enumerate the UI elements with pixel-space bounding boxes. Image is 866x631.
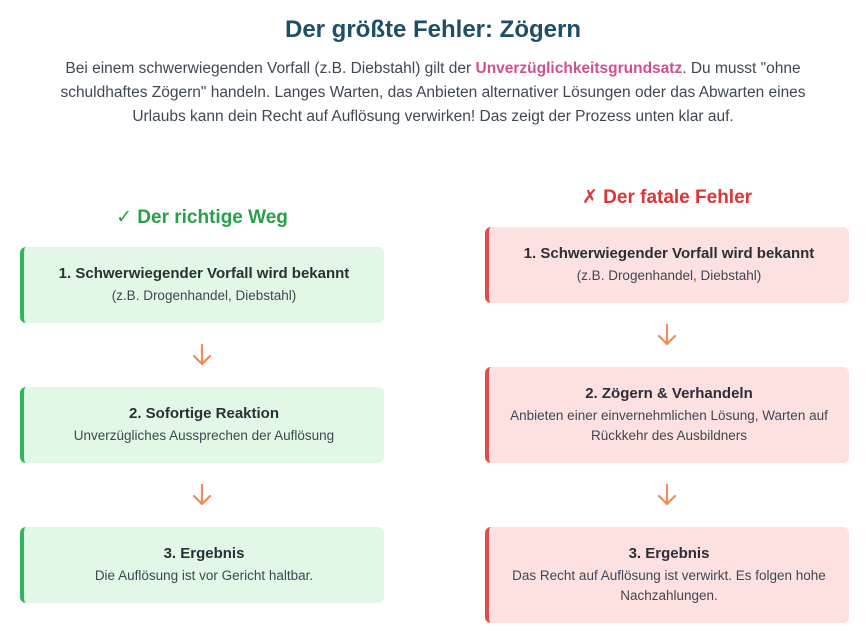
bad-step-3-desc: Das Recht auf Auflösung ist verwirkt. Es folgen hohe Nachzahlungen.: [512, 568, 826, 603]
intro-highlight-term: Unverzüglichkeitsgrundsatz: [475, 60, 683, 77]
bad-step-3-title: 3. Ergebnis: [628, 545, 710, 562]
bad-path-heading: ✗ Der fatale Fehler: [581, 187, 753, 208]
good-step-3-desc: Die Auflösung ist vor Gericht haltbar.: [94, 568, 314, 583]
arrow-down-icon: [20, 323, 384, 387]
bad-step-3-box: [485, 527, 849, 623]
good-step-2-title: 2. Sofortige Reaktion: [128, 405, 280, 422]
bad-step-2-title: 2. Zögern & Verhandeln: [585, 385, 753, 402]
good-step-1-box: [20, 247, 384, 323]
good-step-1-desc: (z.B. Drogenhandel, Diebstahl): [111, 288, 297, 303]
good-step-3-box: [20, 527, 384, 603]
bad-step-1-box: [485, 227, 849, 303]
intro-paragraph: [48, 57, 818, 129]
arrow-down-icon: [20, 463, 384, 527]
good-path-heading: ✓ Der richtige Weg: [116, 207, 288, 228]
bad-step-1-title: 1. Schwerwiegender Vorfall wird bekannt: [523, 245, 815, 262]
bad-step-1-desc: (z.B. Drogenhandel, Diebstahl): [576, 268, 762, 283]
intro-text-start: Bei einem schwerwiegenden Vorfall (z.B. Diebstahl) gilt der: [65, 60, 476, 77]
bad-path-column: [485, 185, 849, 623]
bad-step-2-desc: Anbieten einer einvernehmlichen Lösung, Warten auf Rückkehr des Ausbildners: [510, 408, 828, 443]
good-path-column: [20, 205, 384, 603]
arrow-down-icon: [485, 303, 849, 367]
intro-text-end: . Du musst "ohne schuldhaftes Zögern" handeln. Langes Warten, das Anbieten alternativer Lösungen oder das Abwarten eines Urlaubs kann dein Recht auf Auflösung verwirken! Das zeigt der Prozess unten klar auf.: [60, 60, 806, 125]
page-title: Der größte Fehler: Zögern: [284, 16, 582, 43]
good-step-2-box: [20, 387, 384, 463]
good-step-3-title: 3. Ergebnis: [163, 545, 245, 562]
good-step-2-desc: Unverzügliches Aussprechen der Auflösung: [73, 428, 335, 443]
good-step-1-title: 1. Schwerwiegender Vorfall wird bekannt: [58, 265, 350, 282]
arrow-down-icon: [485, 463, 849, 527]
bad-step-2-box: [485, 367, 849, 463]
